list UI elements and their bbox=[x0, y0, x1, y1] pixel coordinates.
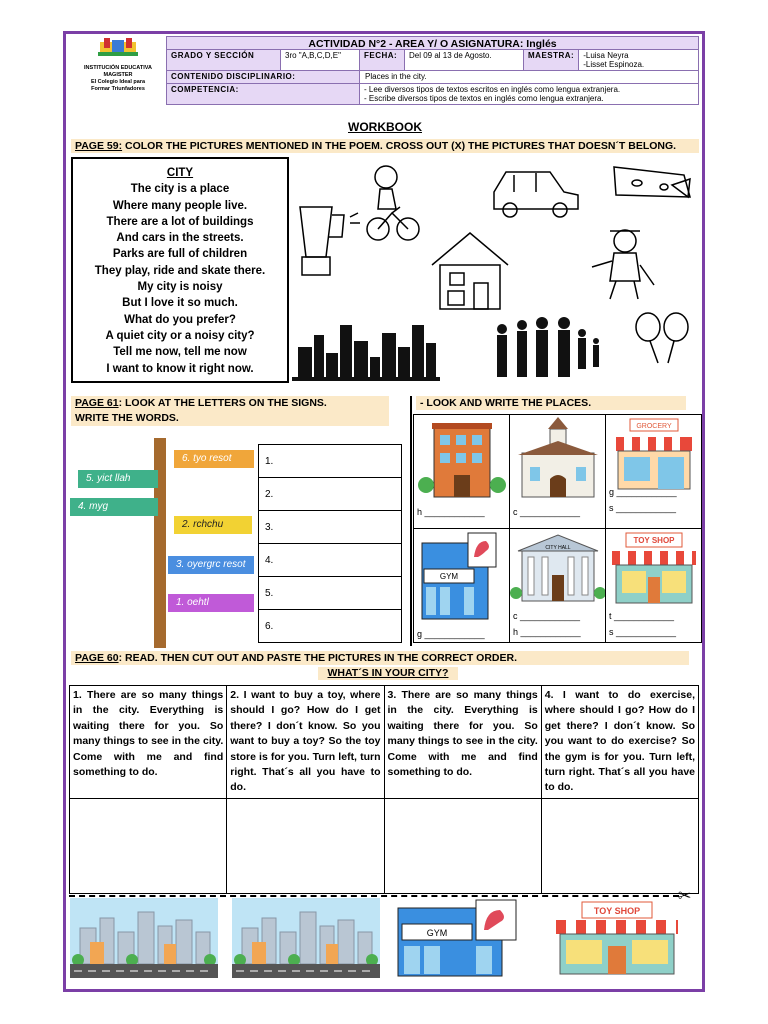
place-blank[interactable]: g ____________ bbox=[417, 629, 485, 639]
page59-instruction: PAGE 59: COLOR THE PICTURES MENTIONED IN THE POEM. CROSS OUT (X) THE PICTURES THAT DOESN´T BELONG. bbox=[71, 139, 699, 153]
sign-1: 1. oehtl bbox=[168, 594, 254, 612]
paste-box[interactable] bbox=[227, 798, 384, 893]
activity-title: ACTIVIDAD N°2 - AREA Y/ O ASIGNATURA: Inglés bbox=[166, 36, 699, 50]
poem-line: My city is noisy bbox=[137, 281, 223, 294]
place-church bbox=[510, 415, 606, 529]
city-poem bbox=[71, 157, 289, 383]
answer-line[interactable]: 1. bbox=[259, 445, 402, 478]
place-toyshop bbox=[606, 529, 702, 643]
house-icon bbox=[432, 233, 508, 309]
poem-line: Parks are full of children bbox=[112, 248, 248, 261]
cut-line bbox=[69, 895, 679, 897]
competencia-label: COMPETENCIA: bbox=[167, 84, 360, 105]
answer-line[interactable]: 2. bbox=[259, 478, 402, 511]
city-skyline-icon bbox=[292, 325, 440, 381]
poem-line: Tell me now, tell me now bbox=[113, 346, 247, 359]
place-blank[interactable]: g ____________ bbox=[609, 487, 677, 497]
answer-table bbox=[258, 444, 402, 643]
cutout-city-2[interactable] bbox=[232, 898, 380, 978]
school-logo: INSTITUCIÓN EDUCATIVA MAGISTER El Colegio Ideal para Formar Triunfadores bbox=[70, 36, 166, 102]
gym-sign: GYM bbox=[439, 572, 459, 581]
place-blank[interactable]: c ____________ bbox=[513, 507, 581, 517]
fecha-label: FECHA: bbox=[360, 50, 405, 71]
gym-icon bbox=[414, 529, 509, 624]
sign-5: 5. yict llah bbox=[78, 470, 158, 488]
cutout-gym[interactable] bbox=[392, 898, 532, 978]
cheese-icon bbox=[614, 167, 690, 197]
reading-table bbox=[69, 685, 699, 894]
place-blank[interactable]: h ____________ bbox=[513, 627, 581, 637]
family-icon bbox=[497, 317, 599, 377]
page60-subtitle: WHAT´S IN YOUR CITY? bbox=[318, 667, 458, 680]
answer-line[interactable]: 6. bbox=[259, 610, 402, 643]
poem-line: What do you prefer? bbox=[124, 313, 236, 326]
city-hall-sign: CITY HALL bbox=[545, 545, 571, 551]
maracas-icon bbox=[636, 313, 688, 363]
contenido-label: CONTENIDO DISCIPLINARIO: bbox=[167, 71, 360, 84]
poem-line: A quiet city or a noisy city? bbox=[105, 329, 255, 342]
cutout-city-1[interactable] bbox=[70, 898, 218, 978]
poem-line: I want to know it right now. bbox=[106, 362, 254, 375]
poem-pictures bbox=[292, 157, 702, 385]
grado-label: GRADO Y SECCIÓN bbox=[167, 50, 281, 71]
signpost bbox=[64, 432, 254, 647]
sign-2: 2. rchchu bbox=[174, 516, 252, 534]
grocery-store-icon bbox=[606, 415, 701, 495]
blender-icon bbox=[300, 207, 360, 275]
sign-3: 3. oyergrc resot bbox=[168, 556, 254, 574]
grado-value: 3ro "A,B,C,D,E" bbox=[281, 50, 360, 71]
paste-box[interactable] bbox=[384, 798, 541, 893]
places-instruction: - LOOK AND WRITE THE PLACES. bbox=[416, 396, 686, 410]
reading-text-4: 4. I want to do exercise, where should I go? How do I get there? I don´t know. So you want to do exercise? So the gym is for you. Turn left, turn right. That´s all you have to do. bbox=[541, 686, 698, 799]
toy-shop-sign: TOY SHOP bbox=[633, 536, 675, 545]
cutout-gym-sign: GYM bbox=[426, 928, 448, 938]
place-blank[interactable]: c ____________ bbox=[513, 611, 581, 621]
poem-line: There are a lot of buildings bbox=[106, 215, 254, 228]
contenido-value: Places in the city. bbox=[360, 71, 699, 84]
place-grocery bbox=[606, 415, 702, 529]
workbook-title: WORKBOOK bbox=[348, 120, 422, 134]
reading-text-2: 2. I want to buy a toy, where should I go? How do I get there? I don´t know. So you want to buy a toy? So the toy store is for you. Turn left, turn right. That´s all you have to do. bbox=[227, 686, 384, 799]
page61-instruction: PAGE 61: LOOK AT THE LETTERS ON THE SIGNS. WRITE THE WORDS. bbox=[71, 396, 389, 426]
divider bbox=[410, 396, 412, 646]
answer-line[interactable]: 5. bbox=[259, 577, 402, 610]
city-hall-icon bbox=[510, 529, 605, 609]
toy-shop-icon bbox=[606, 529, 701, 609]
poem-line: They play, ride and skate there. bbox=[94, 264, 266, 277]
scissors-icon: ✂ bbox=[678, 888, 692, 905]
cutout-toy-shop-sign: TOY SHOP bbox=[593, 906, 641, 916]
place-hotel bbox=[414, 415, 510, 529]
maestra-value: -Luisa Neyra -Lisset Espinoza. bbox=[579, 50, 699, 71]
place-blank[interactable]: s ____________ bbox=[609, 627, 677, 637]
places-grid bbox=[413, 414, 702, 643]
man-working-icon bbox=[592, 230, 654, 299]
poem-line: And cars in the streets. bbox=[116, 232, 244, 245]
page60-instruction: PAGE 60: READ. THEN CUT OUT AND PASTE THE PICTURES IN THE CORRECT ORDER. bbox=[71, 651, 689, 665]
place-cityhall bbox=[510, 529, 606, 643]
reading-text-1: 1. There are so many things in the city. Everything is waiting there for you. So many things to see in the city. Come with me and find something to do. bbox=[70, 686, 227, 799]
sign-4: 4. myg bbox=[70, 498, 158, 516]
car-icon bbox=[494, 172, 578, 217]
place-blank[interactable]: t ____________ bbox=[609, 611, 675, 621]
answer-line[interactable]: 3. bbox=[259, 511, 402, 544]
competencia-value: - Lee diversos tipos de textos escritos en inglés como lengua extranjera. - Escribe diversos tipos de textos en inglés como lengua extranjera. bbox=[360, 84, 699, 105]
fecha-value: Del 09 al 13 de Agosto. bbox=[405, 50, 524, 71]
poem-line: But I love it so much. bbox=[122, 297, 238, 310]
poem-title: CITY bbox=[166, 167, 194, 179]
place-blank[interactable]: s ____________ bbox=[609, 503, 677, 513]
maestra-label: MAESTRA: bbox=[524, 50, 579, 71]
reading-text-3: 3. There are so many things in the city. Everything is waiting there for you. So many things to see in the city. Come with me and find something to do. bbox=[384, 686, 541, 799]
place-gym bbox=[414, 529, 510, 643]
paste-box[interactable] bbox=[70, 798, 227, 893]
boy-on-bike-icon bbox=[367, 166, 419, 240]
answer-line[interactable]: 4. bbox=[259, 544, 402, 577]
poem-line: The city is a place bbox=[130, 183, 230, 196]
header-table bbox=[166, 49, 699, 105]
paste-box[interactable] bbox=[541, 798, 698, 893]
crest-icon bbox=[96, 36, 140, 58]
cutout-toy-shop[interactable] bbox=[552, 898, 682, 978]
church-icon bbox=[510, 415, 605, 505]
hotel-icon bbox=[414, 415, 509, 505]
grocery-sign: GROCERY bbox=[636, 423, 672, 430]
sign-6: 6. tyo resot bbox=[174, 450, 254, 468]
poem-line: Where many people live. bbox=[112, 199, 248, 212]
place-blank[interactable]: h ____________ bbox=[417, 507, 485, 517]
